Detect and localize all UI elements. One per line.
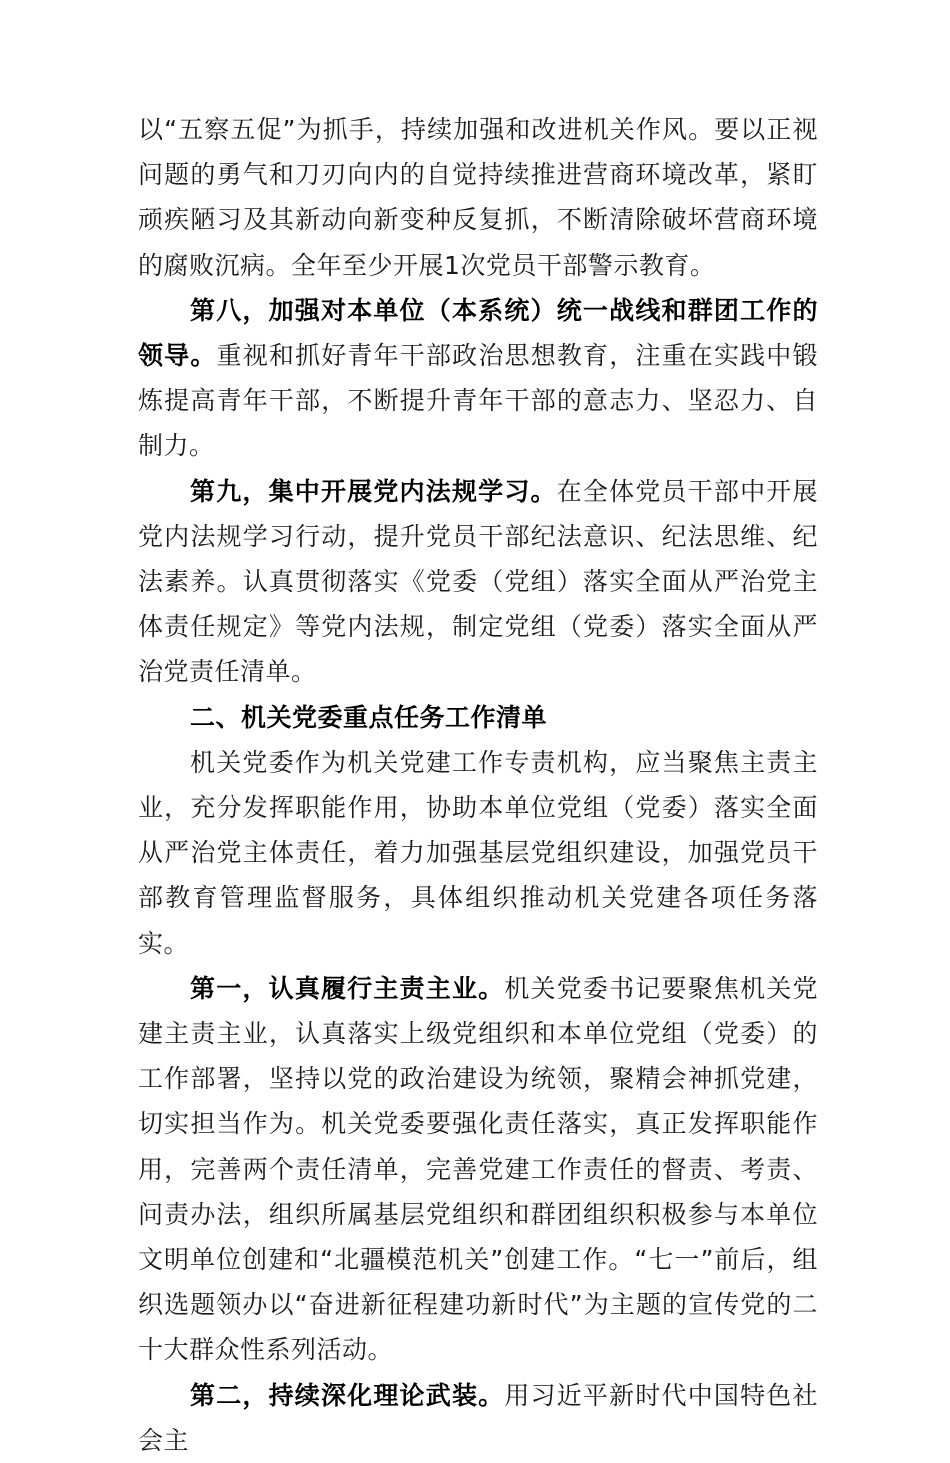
paragraph-2 <box>138 288 818 469</box>
paragraph-1-text: 以“五察五促”为抓手，持续加强和改进机关作风。要以正视问题的勇气和刀刃向内的自觉持续推进营商环境改革，紧盯顽疾陋习及其新动向新变种反复抓，不断清除破坏营商环境的腐败沉病。全年至少开展1次党员干部警示教育。 <box>138 115 818 280</box>
paragraph-7-heading: 第二，持续深化理论武装。 <box>190 1380 505 1410</box>
paragraph-6-heading: 第一，认真履行主责主业。 <box>190 973 505 1003</box>
paragraph-5-text: 机关党委作为机关党建工作专责机构，应当聚焦主责主业，充分发挥职能作用，协助本单位党组（党委）落实全面从严治党主体责任，着力加强基层党组织建设，加强党员干部教育管理监督服务，具体组织推动机关党建各项任务落实。 <box>138 747 818 958</box>
section-heading-text: 二、机关党委重点任务工作清单 <box>190 702 548 732</box>
paragraph-2-heading: 第八，加强对本单位（本系统）统一战线和群团工作的领导。 <box>138 295 818 371</box>
paragraph-6-text: 机关党委书记要聚焦机关党建主责主业，认真落实上级党组织和本单位党组（党委）的工作部署，坚持以党的政治建设为统领，聚精会神抓党建，切实担当作为。机关党委要强化责任落实，真正发挥职能作用，完善两个责任清单，完善党建工作责任的督责、考责、问责办法，组织所属基层党组织和群团组织积极参与本单位文明单位创建和“北疆模范机关”创建工作。“七一”前后，组织选题领办以“奋进新征程建功新时代”为主题的宣传党的二十大群众性系列活动。 <box>138 973 818 1365</box>
paragraph-2-text: 重视和抓好青年干部政治思想教育，注重在实践中锻炼提高青年干部，不断提升青年干部的意志力、坚忍力、自制力。 <box>138 341 818 461</box>
paragraph-3-text: 在全体党员干部中开展党内法规学习行动，提升党员干部纪法意识、纪法思维、纪法素养。认真贯彻落实《党委（党组）落实全面从严治党主体责任规定》等党内法规，制定党组（党委）落实全面从严治党责任清单。 <box>138 476 818 687</box>
paragraph-6 <box>138 966 818 1373</box>
paragraph-5 <box>138 740 818 966</box>
paragraph-3-heading: 第九，集中开展党内法规学习。 <box>190 476 557 506</box>
paragraph-7 <box>138 1373 818 1463</box>
paragraph-1 <box>138 107 818 288</box>
document-page <box>138 107 818 1463</box>
paragraph-3 <box>138 469 818 695</box>
paragraph-7-text: 用习近平新时代中国特色社会主 <box>138 1380 818 1455</box>
section-heading <box>138 695 818 740</box>
